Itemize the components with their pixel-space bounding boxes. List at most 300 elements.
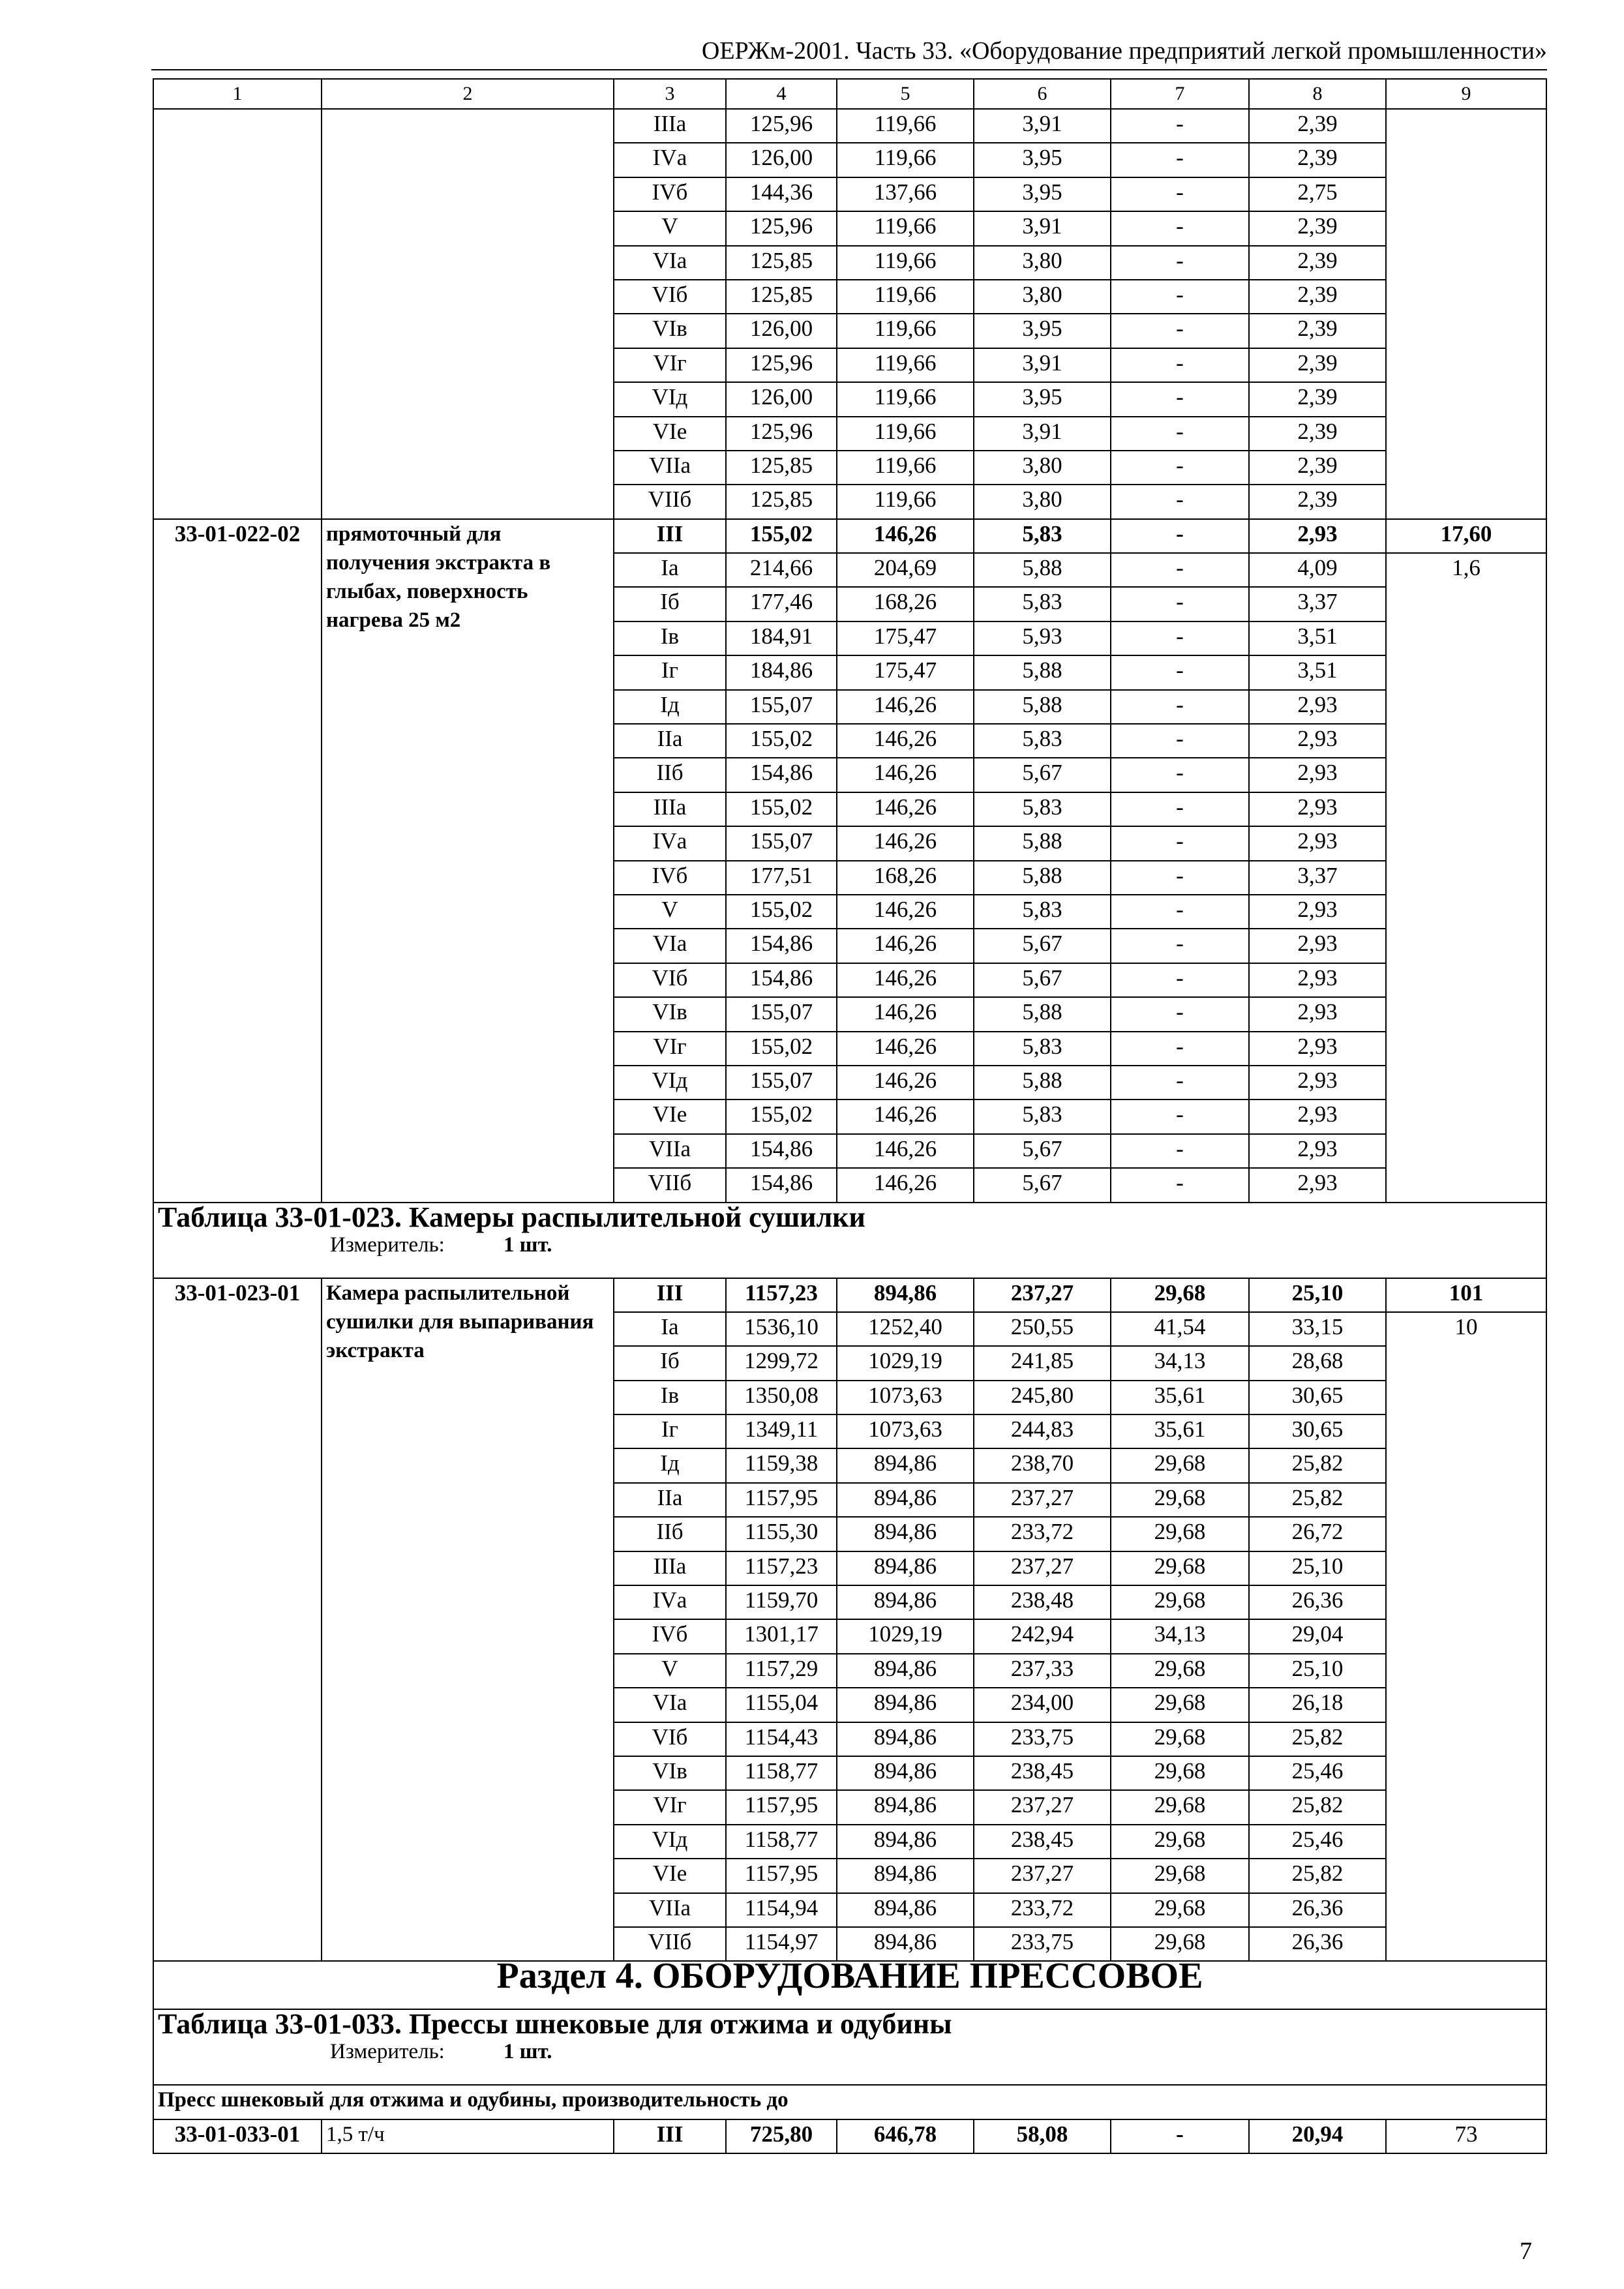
table-title: [153, 2009, 1546, 2085]
table-cell: 204,69: [837, 553, 974, 587]
table-cell: 2,75: [1249, 177, 1386, 211]
table-cell: 3,95: [974, 143, 1111, 177]
table-cell: -: [1111, 621, 1249, 655]
table-cell: 5,67: [974, 1134, 1111, 1168]
table-cell: -: [1111, 690, 1249, 724]
column-number: 9: [1386, 79, 1546, 109]
table-cell: Iа: [614, 1312, 726, 1346]
table-cell: VIг: [614, 348, 726, 382]
table-cell: 2,39: [1249, 417, 1386, 451]
table-row: [153, 2119, 1546, 2153]
table-cell: 1154,97: [726, 1927, 837, 1961]
table-cell: 2,93: [1249, 963, 1386, 997]
table-cell: 35,61: [1111, 1414, 1249, 1448]
meter-value: 1 шт.: [503, 1233, 552, 1257]
table-cell: 1073,63: [837, 1381, 974, 1414]
table-cell: 155,07: [726, 1066, 837, 1100]
table-cell: 119,66: [837, 211, 974, 245]
table-cell: 3,51: [1249, 655, 1386, 689]
table-cell: -: [1111, 861, 1249, 895]
table-cell: 146,26: [837, 997, 974, 1031]
table-cell: 35,61: [1111, 1381, 1249, 1414]
table-cell: 33,15: [1249, 1312, 1386, 1346]
table-cell: IIа: [614, 1483, 726, 1517]
table-cell: 29,68: [1111, 1448, 1249, 1482]
table-cell: 3,37: [1249, 587, 1386, 621]
table-cell: 1157,95: [726, 1790, 837, 1824]
subheader-cell: Пресс шнековый для отжима и одубины, производительность до: [153, 2085, 1546, 2119]
table-cell: 125,96: [726, 109, 837, 143]
table-cell: 1157,23: [726, 1551, 837, 1585]
table-cell: 894,86: [837, 1585, 974, 1619]
col9-cell: 10: [1386, 1312, 1546, 1961]
table-cell: VIг: [614, 1790, 726, 1824]
table-cell: 146,26: [837, 1100, 974, 1133]
table-cell: 26,36: [1249, 1585, 1386, 1619]
table-cell: 3,80: [974, 451, 1111, 485]
table-cell: IIIа: [614, 1551, 726, 1585]
table-cell: VIIб: [614, 1927, 726, 1961]
table-cell: 175,47: [837, 621, 974, 655]
table-cell: 894,86: [837, 1483, 974, 1517]
table-cell: 5,67: [974, 1168, 1111, 1202]
table-cell: 5,67: [974, 963, 1111, 997]
table-cell: 119,66: [837, 485, 974, 518]
table-cell: 4,09: [1249, 553, 1386, 587]
table-cell: 2,93: [1249, 690, 1386, 724]
table-cell: -: [1111, 485, 1249, 518]
table-cell: 175,47: [837, 655, 974, 689]
page-number: 7: [1520, 2237, 1532, 2265]
table-cell: 3,95: [974, 314, 1111, 348]
table-cell: 894,86: [837, 1927, 974, 1961]
table-cell: III: [614, 1278, 726, 1312]
table-cell: 233,72: [974, 1517, 1111, 1551]
table-cell: 119,66: [837, 143, 974, 177]
table-cell: 1029,19: [837, 1619, 974, 1653]
table-cell: 2,93: [1249, 758, 1386, 792]
table-cell: 245,80: [974, 1381, 1111, 1414]
table-cell: 177,51: [726, 861, 837, 895]
table-cell: 146,26: [837, 690, 974, 724]
table-cell: 119,66: [837, 382, 974, 416]
table-cell: 3,80: [974, 280, 1111, 314]
table-cell: 2,39: [1249, 280, 1386, 314]
table-cell: 1252,40: [837, 1312, 974, 1346]
table-cell: 1073,63: [837, 1414, 974, 1448]
table-cell: Iг: [614, 655, 726, 689]
table-cell: V: [614, 211, 726, 245]
table-cell: 29,68: [1111, 1278, 1249, 1312]
table-cell: 894,86: [837, 1825, 974, 1859]
table-cell: 3,80: [974, 485, 1111, 518]
table-cell: VIIа: [614, 1134, 726, 1168]
table-cell: 119,66: [837, 451, 974, 485]
table-cell: VIд: [614, 382, 726, 416]
table-cell: 125,85: [726, 280, 837, 314]
table-cell: -: [1111, 280, 1249, 314]
table-cell: Iг: [614, 1414, 726, 1448]
table-cell: 894,86: [837, 1859, 974, 1893]
col9-cell: 17,60: [1386, 519, 1546, 553]
table-cell: 1154,94: [726, 1893, 837, 1927]
table-cell: 34,13: [1111, 1619, 1249, 1653]
table-cell: 2,93: [1249, 792, 1386, 826]
table-cell: VIе: [614, 1859, 726, 1893]
table-cell: 3,91: [974, 211, 1111, 245]
table-cell: 1157,95: [726, 1483, 837, 1517]
table-cell: 238,45: [974, 1825, 1111, 1859]
table-cell: -: [1111, 826, 1249, 860]
column-number: 4: [726, 79, 837, 109]
table-cell: 5,88: [974, 826, 1111, 860]
table-cell: 30,65: [1249, 1414, 1386, 1448]
table-cell: VIв: [614, 997, 726, 1031]
table-cell: 155,07: [726, 997, 837, 1031]
table-cell: 20,94: [1249, 2119, 1386, 2153]
code-cell: 33-01-023-01: [153, 1278, 322, 1962]
col9-cell: 1,6: [1386, 553, 1546, 1202]
table-cell: VIд: [614, 1066, 726, 1100]
table-cell: 28,68: [1249, 1346, 1386, 1380]
table-cell: -: [1111, 246, 1249, 280]
table-cell: 894,86: [837, 1756, 974, 1790]
table-cell: 646,78: [837, 2119, 974, 2153]
table-cell: 29,68: [1111, 1551, 1249, 1585]
table-cell: Iв: [614, 621, 726, 655]
table-cell: VIб: [614, 963, 726, 997]
table-cell: 233,75: [974, 1722, 1111, 1756]
table-cell: VIг: [614, 1032, 726, 1066]
table-cell: 146,26: [837, 963, 974, 997]
table-cell: 3,91: [974, 417, 1111, 451]
table-cell: -: [1111, 2119, 1249, 2153]
table-cell: 5,83: [974, 519, 1111, 553]
table-cell: 29,68: [1111, 1927, 1249, 1961]
column-number: 5: [837, 79, 974, 109]
table-cell: 29,68: [1111, 1585, 1249, 1619]
table-cell: 1350,08: [726, 1381, 837, 1414]
table-cell: 168,26: [837, 587, 974, 621]
table-cell: 233,72: [974, 1893, 1111, 1927]
table-cell: 146,26: [837, 1134, 974, 1168]
table-cell: 26,18: [1249, 1688, 1386, 1722]
table-cell: 1155,04: [726, 1688, 837, 1722]
table-cell: 3,51: [1249, 621, 1386, 655]
table-cell: 5,83: [974, 792, 1111, 826]
table-row: [153, 1278, 1546, 1312]
table-cell: IVб: [614, 861, 726, 895]
table-cell: 5,88: [974, 655, 1111, 689]
table-cell: 184,91: [726, 621, 837, 655]
table-cell: 1157,95: [726, 1859, 837, 1893]
table-cell: 25,82: [1249, 1859, 1386, 1893]
table-cell: 3,91: [974, 348, 1111, 382]
table-cell: -: [1111, 1032, 1249, 1066]
table-cell: 1299,72: [726, 1346, 837, 1380]
column-number: 2: [322, 79, 614, 109]
table-cell: 125,96: [726, 211, 837, 245]
table-cell: Iб: [614, 587, 726, 621]
table-cell: 25,46: [1249, 1756, 1386, 1790]
table-cell: Iб: [614, 1346, 726, 1380]
table-cell: 29,68: [1111, 1688, 1249, 1722]
table-cell: VIв: [614, 314, 726, 348]
table-cell: 894,86: [837, 1551, 974, 1585]
table-cell: 2,93: [1249, 895, 1386, 929]
table-cell: 5,83: [974, 724, 1111, 758]
table-cell: VIе: [614, 1100, 726, 1133]
table-cell: 237,27: [974, 1483, 1111, 1517]
table-cell: 155,02: [726, 1100, 837, 1133]
table-cell: 894,86: [837, 1278, 974, 1312]
table-cell: 146,26: [837, 929, 974, 963]
table-cell: 237,27: [974, 1551, 1111, 1585]
table-cell: 25,82: [1249, 1448, 1386, 1482]
table-cell: 2,39: [1249, 143, 1386, 177]
section-heading-row: [153, 1961, 1546, 2009]
table-cell: 26,36: [1249, 1927, 1386, 1961]
table-cell: -: [1111, 724, 1249, 758]
table-cell: 2,93: [1249, 826, 1386, 860]
table-title-text: Таблица 33-01-023. Камеры распылительной сушилки: [158, 1202, 865, 1233]
table-cell: 725,80: [726, 2119, 837, 2153]
table-cell: 2,39: [1249, 485, 1386, 518]
table-cell: 2,39: [1249, 348, 1386, 382]
table-cell: 30,65: [1249, 1381, 1386, 1414]
table-cell: VIа: [614, 929, 726, 963]
table-cell: 154,86: [726, 963, 837, 997]
table-cell: 25,10: [1249, 1551, 1386, 1585]
table-cell: 5,83: [974, 1032, 1111, 1066]
table-cell: -: [1111, 587, 1249, 621]
col9-cell: [1386, 109, 1546, 519]
table-cell: VIIа: [614, 1893, 726, 1927]
table-cell: IVа: [614, 826, 726, 860]
header-rule: [151, 69, 1547, 70]
table-cell: 184,86: [726, 655, 837, 689]
table-cell: 2,39: [1249, 246, 1386, 280]
table-cell: VIIб: [614, 1168, 726, 1202]
table-cell: 5,88: [974, 690, 1111, 724]
table-cell: 250,55: [974, 1312, 1111, 1346]
table-cell: 125,85: [726, 246, 837, 280]
table-cell: -: [1111, 997, 1249, 1031]
meter-label: Измеритель:: [330, 1233, 445, 1257]
table-cell: 3,37: [1249, 861, 1386, 895]
table-cell: 1029,19: [837, 1346, 974, 1380]
table-cell: 894,86: [837, 1448, 974, 1482]
table-cell: 5,67: [974, 929, 1111, 963]
table-cell: 3,80: [974, 246, 1111, 280]
table-cell: VIб: [614, 280, 726, 314]
table-cell: IIб: [614, 1517, 726, 1551]
table-cell: -: [1111, 382, 1249, 416]
table-cell: 237,27: [974, 1278, 1111, 1312]
table-cell: VIIб: [614, 485, 726, 518]
code-cell: 33-01-022-02: [153, 519, 322, 1203]
table-cell: -: [1111, 792, 1249, 826]
table-cell: 5,88: [974, 1066, 1111, 1100]
table-cell: 2,93: [1249, 1100, 1386, 1133]
table-cell: 119,66: [837, 280, 974, 314]
table-cell: 137,66: [837, 177, 974, 211]
code-cell: 33-01-033-01: [153, 2119, 322, 2153]
table-cell: 2,39: [1249, 382, 1386, 416]
table-cell: V: [614, 1654, 726, 1688]
table-cell: 1159,38: [726, 1448, 837, 1482]
table-cell: 125,96: [726, 417, 837, 451]
table-cell: -: [1111, 929, 1249, 963]
table-cell: 3,91: [974, 109, 1111, 143]
table-cell: 154,86: [726, 929, 837, 963]
table-cell: 1349,11: [726, 1414, 837, 1448]
table-cell: 5,88: [974, 861, 1111, 895]
table-cell: -: [1111, 895, 1249, 929]
table-cell: -: [1111, 109, 1249, 143]
table-cell: 25,82: [1249, 1483, 1386, 1517]
table-cell: IIIа: [614, 109, 726, 143]
table-cell: VIб: [614, 1722, 726, 1756]
table-cell: 894,86: [837, 1688, 974, 1722]
table-cell: 1301,17: [726, 1619, 837, 1653]
table-cell: 5,67: [974, 758, 1111, 792]
table-cell: 119,66: [837, 246, 974, 280]
table-cell: 146,26: [837, 792, 974, 826]
table-cell: 2,39: [1249, 211, 1386, 245]
table-cell: 29,68: [1111, 1756, 1249, 1790]
table-cell: 2,93: [1249, 997, 1386, 1031]
table-cell: 154,86: [726, 1134, 837, 1168]
table-cell: 25,10: [1249, 1278, 1386, 1312]
table-cell: 2,93: [1249, 519, 1386, 553]
col9-cell: 73: [1386, 2119, 1546, 2153]
code-cell: [153, 109, 322, 519]
table-cell: VIд: [614, 1825, 726, 1859]
table-cell: 146,26: [837, 519, 974, 553]
table-cell: -: [1111, 758, 1249, 792]
table-cell: 237,27: [974, 1859, 1111, 1893]
table-cell: 2,93: [1249, 1134, 1386, 1168]
table-cell: 146,26: [837, 724, 974, 758]
table-cell: -: [1111, 1100, 1249, 1133]
table-title-text: Таблица 33-01-033. Прессы шнековые для отжима и одубины: [158, 2009, 952, 2041]
table-cell: 126,00: [726, 314, 837, 348]
table-cell: 58,08: [974, 2119, 1111, 2153]
table-cell: 1154,43: [726, 1722, 837, 1756]
table-cell: -: [1111, 1066, 1249, 1100]
table-cell: 125,85: [726, 451, 837, 485]
table-title: [153, 1203, 1546, 1278]
table-cell: 2,93: [1249, 1168, 1386, 1202]
table-cell: 144,36: [726, 177, 837, 211]
table-cell: 894,86: [837, 1654, 974, 1688]
table-cell: 155,07: [726, 690, 837, 724]
table-cell: 238,70: [974, 1448, 1111, 1482]
table-cell: III: [614, 2119, 726, 2153]
table-section-header: [153, 1203, 1546, 1278]
table-cell: 5,88: [974, 553, 1111, 587]
table-row: [153, 109, 1546, 143]
table-cell: 146,26: [837, 1066, 974, 1100]
desc-cell: [322, 109, 614, 519]
table-cell: VIв: [614, 1756, 726, 1790]
table-cell: 5,83: [974, 587, 1111, 621]
table-cell: 154,86: [726, 1168, 837, 1202]
table-cell: 119,66: [837, 314, 974, 348]
table-cell: 238,45: [974, 1756, 1111, 1790]
table-cell: 29,68: [1111, 1722, 1249, 1756]
table-cell: 1157,29: [726, 1654, 837, 1688]
table-cell: 26,36: [1249, 1893, 1386, 1927]
table-cell: 146,26: [837, 758, 974, 792]
table-cell: -: [1111, 211, 1249, 245]
table-cell: IIб: [614, 758, 726, 792]
column-number: 7: [1111, 79, 1249, 109]
table-cell: 2,93: [1249, 929, 1386, 963]
table-cell: 894,86: [837, 1893, 974, 1927]
table-section-header: [153, 2009, 1546, 2085]
table-cell: 25,82: [1249, 1790, 1386, 1824]
table-cell: 146,26: [837, 826, 974, 860]
table-cell: 5,93: [974, 621, 1111, 655]
table-cell: IVб: [614, 177, 726, 211]
table-cell: IVб: [614, 1619, 726, 1653]
table-cell: -: [1111, 1134, 1249, 1168]
table-cell: 242,94: [974, 1619, 1111, 1653]
table-cell: 2,39: [1249, 109, 1386, 143]
table-cell: 154,86: [726, 758, 837, 792]
table-cell: 214,66: [726, 553, 837, 587]
desc-cell: прямоточный для получения экстракта в глыбах, поверхность нагрева 25 м2: [322, 519, 614, 1203]
table-cell: 125,96: [726, 348, 837, 382]
table-cell: 3,95: [974, 177, 1111, 211]
table-cell: 34,13: [1111, 1346, 1249, 1380]
table-cell: 119,66: [837, 109, 974, 143]
table-cell: 155,02: [726, 1032, 837, 1066]
desc-cell: 1,5 т/ч: [322, 2119, 614, 2153]
table-cell: 29,68: [1111, 1859, 1249, 1893]
table-cell: 1155,30: [726, 1517, 837, 1551]
table-cell: 1536,10: [726, 1312, 837, 1346]
table-cell: -: [1111, 314, 1249, 348]
table-cell: 25,10: [1249, 1654, 1386, 1688]
column-number-row: [153, 79, 1546, 109]
table-cell: IIа: [614, 724, 726, 758]
table-cell: VIе: [614, 417, 726, 451]
col9-cell: 101: [1386, 1278, 1546, 1312]
table-cell: 29,68: [1111, 1654, 1249, 1688]
table-cell: VIIа: [614, 451, 726, 485]
table-cell: 29,68: [1111, 1825, 1249, 1859]
meter-label: Измеритель:: [330, 2040, 445, 2064]
table-cell: 2,93: [1249, 1066, 1386, 1100]
table-cell: 29,68: [1111, 1790, 1249, 1824]
column-number: 3: [614, 79, 726, 109]
table-cell: Iв: [614, 1381, 726, 1414]
table-cell: -: [1111, 655, 1249, 689]
table-cell: 119,66: [837, 348, 974, 382]
table-cell: 177,46: [726, 587, 837, 621]
table-cell: Iа: [614, 553, 726, 587]
table-cell: 119,66: [837, 417, 974, 451]
estimate-table: [153, 78, 1547, 2154]
table-cell: IIIа: [614, 792, 726, 826]
table-cell: 1159,70: [726, 1585, 837, 1619]
table-cell: 155,02: [726, 895, 837, 929]
table-cell: 155,07: [726, 826, 837, 860]
table-cell: 126,00: [726, 143, 837, 177]
